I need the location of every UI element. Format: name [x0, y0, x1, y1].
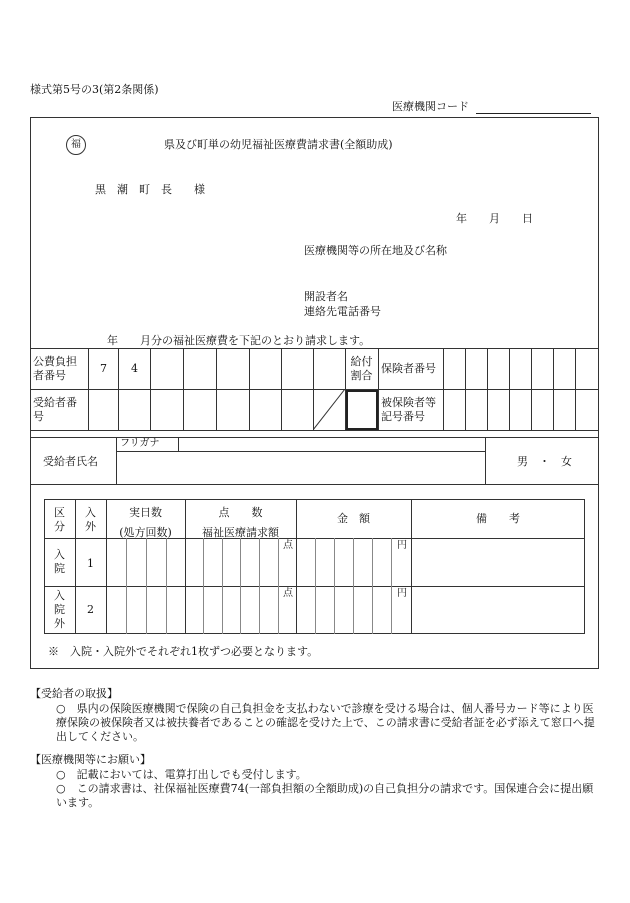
outpatient-point-unit: 点: [283, 588, 293, 599]
payer-number-label: 公費負担 者番号: [33, 355, 77, 382]
date-field[interactable]: 年 月 日: [456, 212, 533, 225]
gender-choice[interactable]: 男 ・ 女: [517, 455, 572, 468]
recipient-note: ○ 県内の保険医療機関で保険の自己負担金を支払わないで診療を受ける場合は、個人番号カード等により医療保険の被保険者又は被扶養者であることの確認を受けた上で、この請求書に受給者証を必ず添えて窓口へ提出してください。: [56, 702, 595, 743]
phone-label: 連絡先電話番号: [304, 305, 381, 318]
days-header: 実日数 (処方回数): [119, 506, 172, 539]
amount-header: 金 額: [337, 512, 370, 525]
inpatient-point-unit: 点: [283, 540, 293, 551]
welfare-seal-icon: 福: [66, 135, 86, 155]
institution-note-1: ○ 記載においては、電算打出しでも受付します。: [56, 768, 307, 781]
insurer-number-label: 保険者番号: [381, 362, 436, 375]
institution-code-field[interactable]: [476, 113, 591, 114]
points-header: 点 数 福祉医療請求額: [202, 506, 279, 539]
furigana-label: フリガナ: [120, 438, 160, 449]
recipient-name-input[interactable]: [117, 452, 485, 484]
request-text: 年 月分の福祉医療費を下記のとおり請求します。: [107, 334, 371, 347]
inpatient-code: 1: [87, 557, 94, 570]
outpatient-code: 2: [87, 603, 94, 616]
outpatient-label: 入 院 外: [54, 589, 65, 630]
recipient-name-label: 受給者氏名: [43, 455, 98, 468]
payer-digit-2: 4: [131, 362, 138, 375]
addressee: 黒 潮 町 長 様: [95, 183, 205, 196]
institution-note-2: ○ この請求書は、社保福祉医療費74(一部負担額の全額助成)の自己負担分の請求です。国保連合会に提出願います。: [56, 782, 594, 809]
remarks-header: 備 考: [476, 512, 520, 525]
recipient-heading: 【受給者の取扱】: [30, 687, 118, 700]
recipient-number-label: 受給者番 号: [33, 396, 77, 423]
in-out-header: 入 外: [85, 506, 96, 533]
founder-label: 開設者名: [304, 290, 348, 303]
form-title: 県及び町単の幼児福祉医療費請求書(全額助成): [164, 138, 393, 151]
institution-code-label: 医療機関コード: [392, 100, 469, 113]
inpatient-label: 入 院: [54, 548, 65, 575]
institution-label: 医療機関等の所在地及び名称: [304, 244, 447, 257]
benefit-ratio-input[interactable]: [346, 390, 378, 430]
institution-heading: 【医療機関等にお願い】: [30, 753, 151, 766]
diagonal-slash: [313, 389, 346, 430]
benefit-ratio-label: 給付 割合: [350, 355, 373, 382]
insured-number-label: 被保険者等 記号番号: [381, 396, 436, 423]
outpatient-yen-unit: 円: [397, 588, 407, 599]
billing-note: ※ 入院・入院外でそれぞれ1枚ずつ必要となります。: [48, 645, 319, 658]
payer-digit-1: 7: [100, 362, 107, 375]
category-header: 区 分: [54, 506, 65, 533]
inpatient-yen-unit: 円: [397, 540, 407, 551]
furigana-input[interactable]: [180, 438, 485, 451]
form-number: 様式第5号の3(第2条関係): [30, 83, 159, 96]
